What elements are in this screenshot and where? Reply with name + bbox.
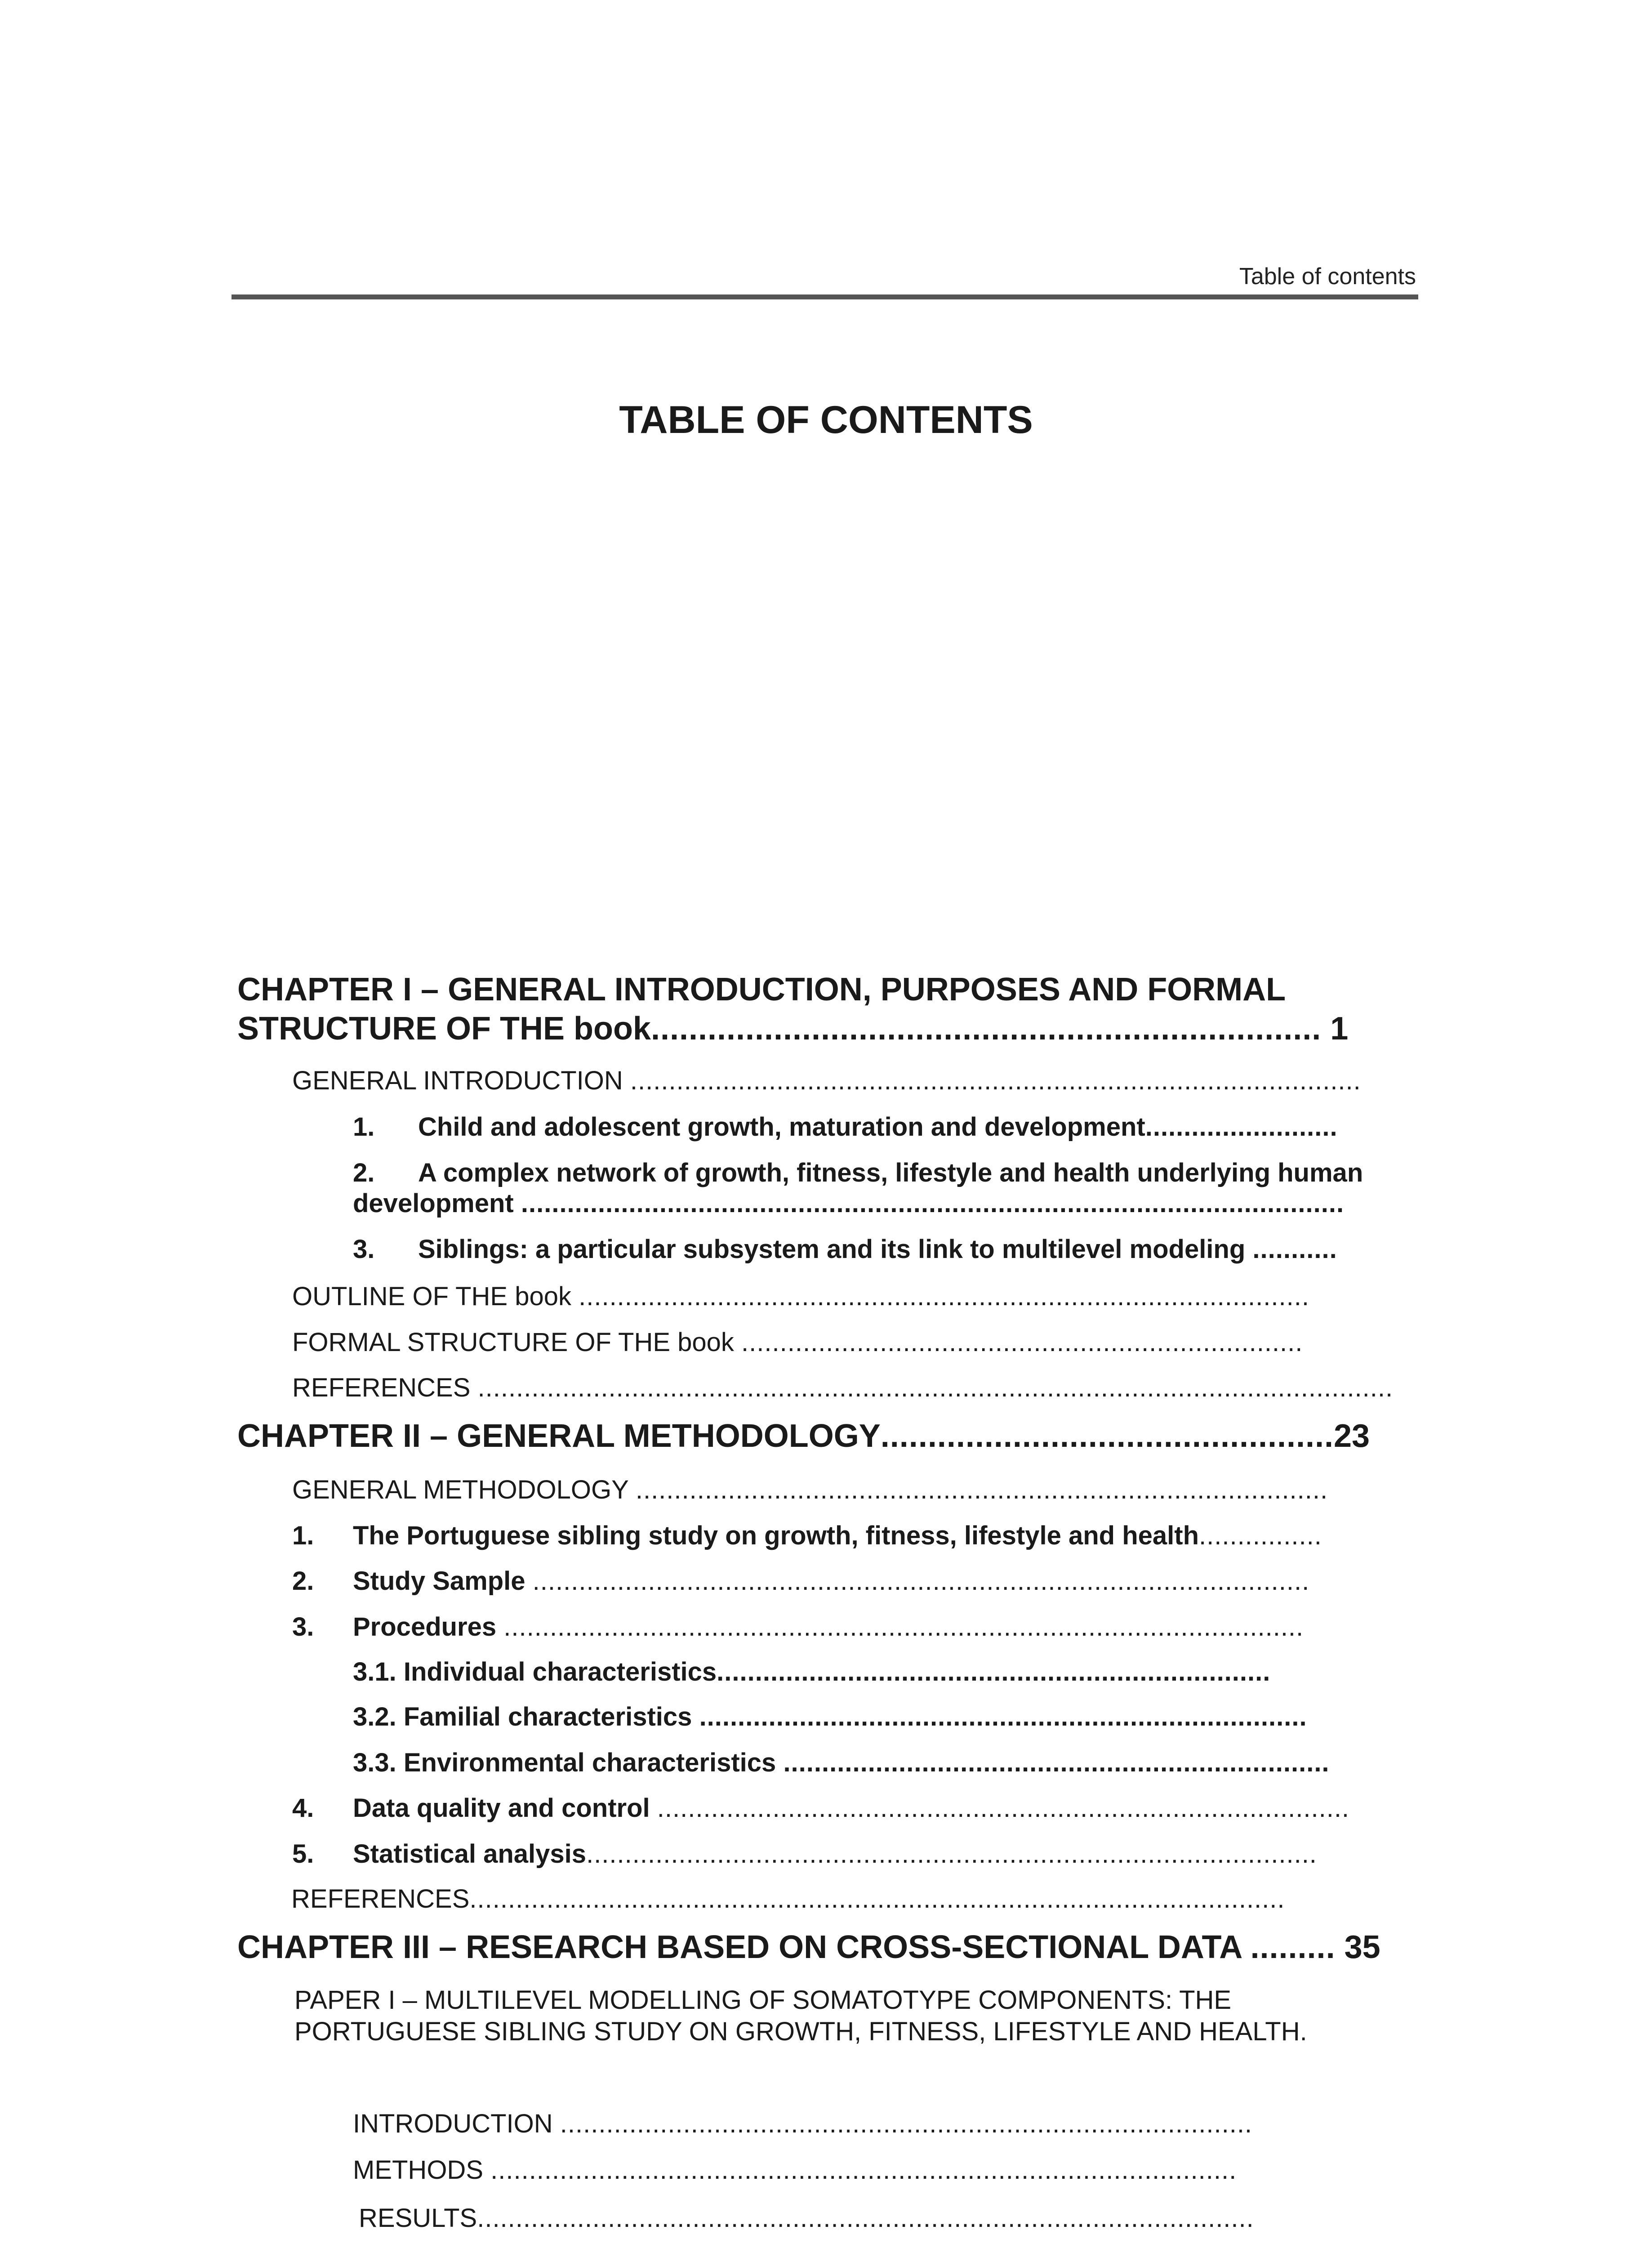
- toc-entry-references-1[interactable]: [292, 1375, 1393, 1401]
- toc-entry-outline[interactable]: [292, 1284, 1309, 1310]
- dot-leader: .........................: [1145, 1112, 1338, 1142]
- toc-entry-1-2-cont[interactable]: [353, 1191, 1344, 1217]
- dot-leader: ...............................................................................................: [579, 1282, 1309, 1311]
- toc-entry-title: GENERAL METHODOLOGY: [292, 1475, 628, 1504]
- toc-entry-general-introduction[interactable]: [292, 1068, 1361, 1094]
- dot-leader: .......................................................................: [650, 1011, 1322, 1047]
- toc-entry-paper-1[interactable]: [294, 1987, 1231, 2013]
- dot-leader: ...............................................................................................: [586, 1839, 1317, 1869]
- dot-leader: ...............................................................................: [699, 1702, 1307, 1731]
- toc-entry-1-1[interactable]: [353, 1114, 1338, 1140]
- toc-entry-number: 5.: [292, 1839, 314, 1869]
- toc-entry-title: 3.1. Individual characteristics: [353, 1657, 717, 1686]
- dot-leader: ...........................................................................................................: [521, 1189, 1345, 1218]
- dot-leader: ..........................................................................................: [657, 1793, 1350, 1823]
- toc-entry-title: REFERENCES: [291, 1884, 470, 1913]
- toc-entry-title: METHODS: [353, 2155, 483, 2185]
- toc-entry-title: development: [353, 1189, 514, 1218]
- toc-entry-title: 3.2. Familial characteristics: [353, 1702, 692, 1731]
- dot-leader: ................: [1199, 1521, 1322, 1550]
- toc-entry-1-2[interactable]: [353, 1160, 1363, 1186]
- dot-leader: .......................................................................: [783, 1748, 1330, 1777]
- toc-entry-title: Statistical analysis: [353, 1839, 587, 1869]
- toc-entry-title: Siblings: a particular subsystem and its link to multilevel modeling: [418, 1235, 1246, 1264]
- toc-entry-title: FORMAL STRUCTURE OF THE book: [292, 1328, 734, 1357]
- toc-entry-number: 3.: [292, 1612, 314, 1641]
- dot-leader: .......................................................................................................................: [477, 1373, 1394, 1402]
- toc-entry-number: 3.: [353, 1235, 375, 1264]
- dot-leader: ................................................: [880, 1418, 1334, 1454]
- toc-entry-general-methodology[interactable]: [292, 1477, 1328, 1503]
- toc-entry-title: OUTLINE OF THE book: [292, 1282, 571, 1311]
- dot-leader: ..........................................................................................................: [469, 1884, 1285, 1913]
- toc-entry-2-4[interactable]: [292, 1795, 1349, 1821]
- toc-entry-2-2[interactable]: [292, 1568, 1309, 1594]
- toc-entry-chapter-2[interactable]: [237, 1420, 1370, 1452]
- toc-entry-title: INTRODUCTION: [353, 2109, 553, 2138]
- dot-leader: ...........: [1252, 1235, 1337, 1264]
- toc-entry-chapter-1[interactable]: [237, 973, 1286, 1006]
- toc-entry-title: PORTUGUESE SIBLING STUDY ON GROWTH, FITNESS, LIFESTYLE AND HEALTH.: [294, 2017, 1307, 2046]
- toc-entry-title: REFERENCES: [292, 1373, 471, 1402]
- running-head: Table of contents: [1239, 263, 1416, 290]
- toc-entry-paper-1-results[interactable]: [359, 2205, 1254, 2231]
- dot-leader: ..........................................................................................: [560, 2109, 1253, 2138]
- toc-entry-number: 1.: [353, 1112, 375, 1142]
- toc-entry-formal-structure[interactable]: [292, 1329, 1303, 1356]
- toc-entry-paper-1-introduction[interactable]: [353, 2111, 1252, 2137]
- toc-entry-2-5[interactable]: [292, 1841, 1317, 1867]
- dot-leader: ..........................................................................................: [635, 1475, 1328, 1504]
- toc-entry-title: CHAPTER III – RESEARCH BASED ON CROSS-SECTIONAL DATA: [237, 1929, 1242, 1965]
- toc-entry-title: The Portuguese sibling study on growth, fitness, lifestyle and health: [353, 1521, 1199, 1550]
- dot-leader: ........................................................................: [717, 1657, 1271, 1686]
- toc-page-number: 23: [1333, 1418, 1370, 1454]
- toc-entry-title: RESULTS: [359, 2203, 477, 2233]
- toc-entry-title: Data quality and control: [353, 1793, 650, 1823]
- dot-leader: ...............................................................................................: [630, 1066, 1361, 1095]
- toc-page-number: 1: [1330, 1011, 1349, 1047]
- toc-entry-2-3[interactable]: [292, 1614, 1304, 1640]
- dot-leader: .....................................................................................................: [532, 1566, 1310, 1596]
- toc-entry-2-3-1[interactable]: [353, 1659, 1270, 1685]
- toc-entry-title: CHAPTER I – GENERAL INTRODUCTION, PURPOSES AND FORMAL: [237, 972, 1286, 1008]
- dot-leader: .........: [1250, 1929, 1336, 1965]
- toc-entry-title: CHAPTER II – GENERAL METHODOLOGY: [237, 1418, 881, 1454]
- toc-entry-number: 2.: [353, 1158, 375, 1187]
- toc-entry-paper-1-cont[interactable]: [294, 2019, 1307, 2045]
- toc-entry-chapter-3[interactable]: [237, 1931, 1380, 1963]
- toc-entry-number: 2.: [292, 1566, 314, 1596]
- toc-entry-title: Procedures: [353, 1612, 497, 1641]
- dot-leader: .................................................................................................: [490, 2155, 1237, 2185]
- toc-entry-2-3-2[interactable]: [353, 1704, 1307, 1730]
- dot-leader: ........................................................................................................: [503, 1612, 1304, 1641]
- toc-entry-title: 3.3. Environmental characteristics: [353, 1748, 776, 1777]
- dot-leader: .........................................................................: [741, 1328, 1303, 1357]
- toc-entry-title: GENERAL INTRODUCTION: [292, 1066, 623, 1095]
- toc-page-number: 35: [1344, 1929, 1380, 1965]
- page-title: TABLE OF CONTENTS: [619, 398, 1033, 442]
- toc-entry-references-2[interactable]: [291, 1886, 1285, 1912]
- toc-entry-chapter-1-cont[interactable]: [237, 1012, 1348, 1045]
- toc-entry-title: Child and adolescent growth, maturation and development: [418, 1112, 1145, 1142]
- toc-entry-title: Study Sample: [353, 1566, 525, 1596]
- toc-entry-title: STRUCTURE OF THE book: [237, 1011, 651, 1047]
- toc-entry-title: PAPER I – MULTILEVEL MODELLING OF SOMATOTYPE COMPONENTS: THE: [294, 1985, 1232, 2015]
- toc-entry-number: 4.: [292, 1793, 314, 1823]
- toc-entry-number: 1.: [292, 1521, 314, 1550]
- toc-entry-title: A complex network of growth, fitness, lifestyle and health underlying human: [418, 1158, 1363, 1187]
- dot-leader: .....................................................................................................: [477, 2203, 1254, 2233]
- toc-entry-paper-1-methods[interactable]: [353, 2157, 1237, 2183]
- toc-entry-2-1[interactable]: [292, 1523, 1322, 1549]
- toc-entry-2-3-3[interactable]: [353, 1750, 1330, 1776]
- toc-entry-1-3[interactable]: [353, 1236, 1337, 1262]
